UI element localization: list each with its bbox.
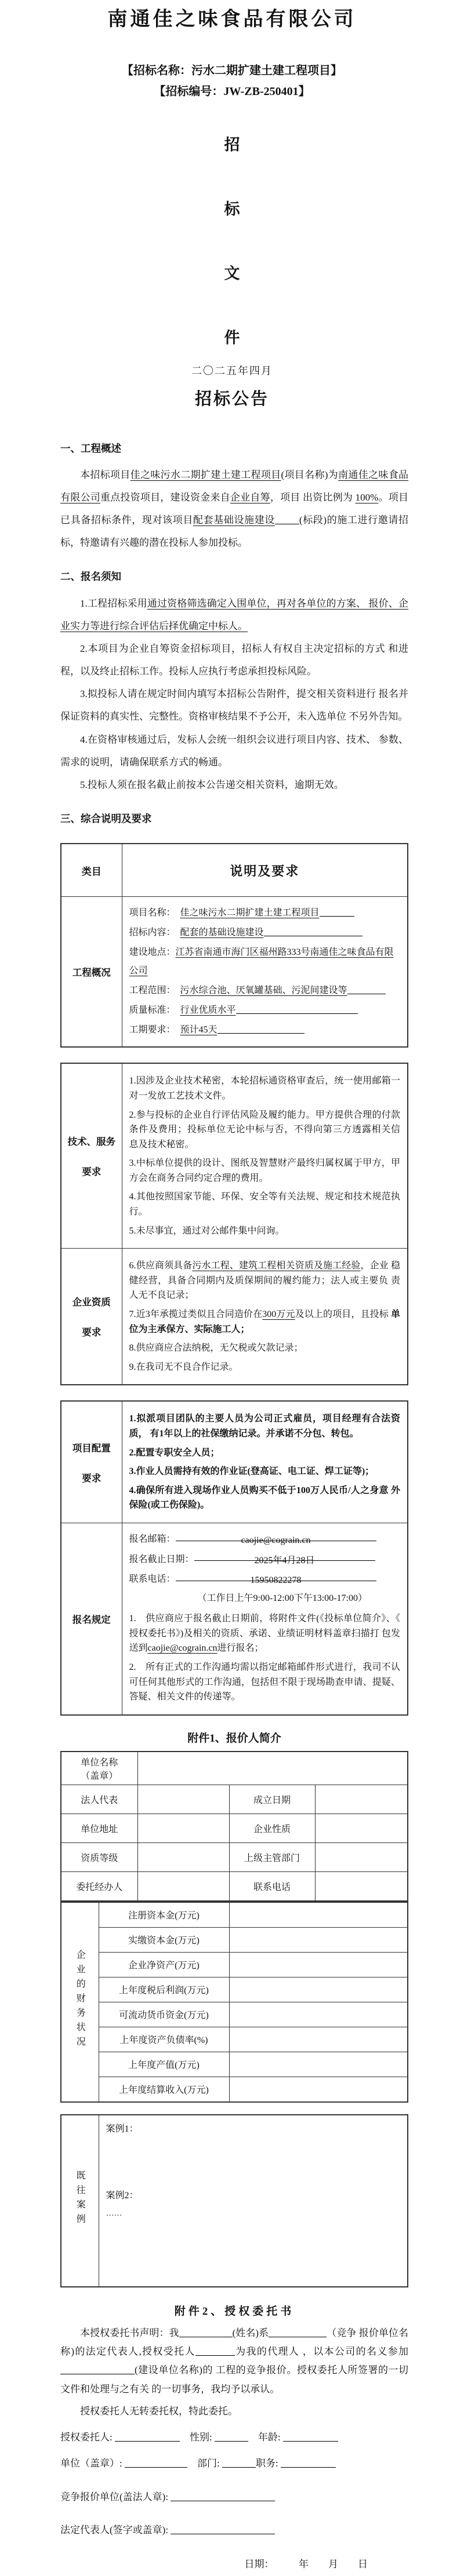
table-row — [61, 1842, 408, 1871]
qualification-grade-value — [137, 1842, 229, 1871]
table-row — [61, 1814, 408, 1842]
project-overview-label: 工程概况 — [61, 897, 122, 1048]
signup-note-item: 5.投标人须在报名截止前按本公告递交相关资料，逾期无效。 — [80, 779, 344, 790]
past-cases-label: 既往案例 — [61, 2115, 99, 2287]
annual-output-label: 上年度产值(万元) — [99, 2052, 229, 2077]
overview-paragraph: 本招标项目佳之味污水二期扩建土建工程项目(项目名称)为南通佳之味食品有限公司重点投资项目，建设资金来自企业自筹，项目 出资比例为 100%。项目已具备招标条件，现对该项目配套基础设施建设 (标段)的施工进行邀请招标，特邀请有兴趣的潜在投标人参加投标。 — [60, 469, 409, 549]
company-address-value — [137, 1814, 229, 1842]
past-cases-content — [99, 2115, 408, 2287]
tech-item: 1.因涉及企业技术秘密，本轮招标通资格审查后，统一使用邮箱一 对一发放工艺技术文件。 — [129, 1076, 400, 1101]
tech-item: 5.未尽事宜，通过对公邮件集中问询。 — [129, 1225, 285, 1236]
past-cases-table — [60, 2114, 408, 2287]
qual-item: 6.供应商须具备污水工程、建筑工程相关资质及施工经验，企业 稳健经营，具备合同期内及质保期间的履约能力；法人或主要负 责人无不良记录； — [129, 1261, 400, 1301]
signup-note-item: 1.工程招标采用通过资格筛选确定入围单位，再对各单位的方案、 报价、企业实力等进行综合评估后择优确定中标人。 — [60, 597, 409, 632]
case-more-ellipsis: …… — [106, 2209, 122, 2218]
table-row — [61, 1902, 408, 1928]
tech-item: 3.中标单位提供的设计、图纸及智慧财产最终归属权属于甲方，甲 方会在商务合同约定合理的费用。 — [129, 1158, 400, 1183]
tech-service-content — [122, 1063, 408, 1248]
table-header-row — [61, 844, 408, 897]
after-tax-profit-label: 上年度税后利润(万元) — [99, 1977, 229, 2002]
doc-title-char: 招 — [224, 136, 240, 154]
requirement-header-cell: 说明及要求 — [122, 844, 408, 897]
table-row — [61, 1401, 408, 1523]
table-row — [61, 2027, 408, 2052]
section-heading-overview: 一、工程概述 — [60, 442, 121, 454]
paidin-capital-value — [229, 1927, 408, 1952]
authorization-declaration: 本授权委托书声明：我 (姓名)系 （竞争 报价单位名称)的法定代表人,授权受托人 为我的代理人 ，以本公司的名义参加(建设单位名称)的 工程的竞争报价。授权委托人所签署的一切文件和处理与之有关 的一切事务，我均予以承认。 — [60, 2327, 409, 2395]
tech-item: 4.其他按照国家节能、环保、安全等有关法规、规定和技术规范执 行。 — [129, 1192, 400, 1217]
tech-item: 2.参与投标的企业自行评估风险及履约能力。甲方提供合理的付款 条件及费用；投标单位无论中标与否，不得向第三方透露相关信 息及技术秘密。 — [129, 1110, 400, 1150]
date-line: 日期： 年 月 日 — [244, 2559, 368, 2570]
entrusted-agent-label: 委托经办人 — [61, 1871, 137, 1901]
qualification-grade-label: 资质等级 — [61, 1842, 137, 1871]
legal-rep-value — [137, 1785, 229, 1814]
section-heading-requirements: 三、综合说明及要求 — [60, 812, 152, 824]
entrusted-agent-value — [137, 1871, 229, 1901]
requirements-table-tech-qual — [60, 1063, 408, 1385]
contact-phone-value — [315, 1871, 408, 1901]
field-contact-phone: 联系电话： 15950822278 — [129, 1570, 401, 1589]
net-assets-label: 企业净资产(万元) — [99, 1952, 229, 1977]
liquid-funds-value — [229, 2002, 408, 2027]
liquid-funds-label: 可流动货币资金(万元) — [99, 2002, 229, 2027]
superior-department-value — [315, 1842, 408, 1871]
table-row — [61, 897, 408, 1048]
table-row — [61, 1871, 408, 1901]
config-item: 4.确保所有进入现场作业人员购买不低于100万人民币/人之身意 外保险(或工伤保险)。 — [129, 1485, 400, 1510]
table-row — [61, 1249, 408, 1385]
table-row — [61, 2115, 408, 2287]
section-heading-signup-notes: 二、报名须知 — [60, 571, 121, 583]
table-row — [61, 1752, 408, 1785]
config-item: 1.拟派项目团队的主要人员为公司正式雇员，项目经理有合法资质， 有1年以上的社保缴纳记录。并承诺不分包、转包。 — [129, 1414, 400, 1439]
table-row — [61, 2002, 408, 2027]
settlement-income-value — [229, 2077, 408, 2102]
signup-note-item: 4.在资格审核通过后，发标人会统一组织会议进行项目内容、技术、 参数、需求的说明，请确保联系方式的畅通。 — [60, 734, 408, 768]
company-name-label: 单位名称 （盖章） — [61, 1752, 137, 1785]
tender-number-line: 【招标编号：JW-ZB-250401】 — [154, 85, 310, 98]
doc-title-char: 件 — [224, 329, 240, 346]
signup-rules-content — [122, 1523, 408, 1714]
qual-item: 7.近3年承揽过类似且合同造价在300万元及以上的项目，且投标 单位为主承保方、实际施工人； — [129, 1309, 400, 1334]
field-schedule-requirement: 工期要求： 预计45天 — [129, 1021, 401, 1039]
field-construction-site: 建设地点：江苏省南通市海门区福州路333号南通佳之味食品有限公司 — [129, 947, 394, 976]
qual-item: 8.供应商应合法纳税，无欠税或欠款记录； — [129, 1343, 303, 1353]
working-hours-note: （工作日上午9:00-12:00下午13:00-17:00） — [197, 1593, 367, 1603]
superior-department-label: 上级主管部门 — [229, 1842, 315, 1871]
table-row — [61, 1523, 408, 1714]
document-body — [60, 440, 408, 2571]
tech-service-label: 技术、服务 要求 — [61, 1063, 122, 1248]
founded-date-value — [315, 1785, 408, 1814]
attachment2-heading: 附件2、授权委托书 — [174, 2305, 295, 2318]
table-row — [61, 2077, 408, 2102]
contact-phone-label: 联系电话 — [229, 1871, 315, 1901]
financial-status-label: 企业的财务状况 — [61, 1902, 99, 2102]
table-row — [61, 1977, 408, 2002]
debt-ratio-label: 上年度资产负债率(%) — [99, 2027, 229, 2052]
debt-ratio-value — [229, 2027, 408, 2052]
qualification-content — [122, 1249, 408, 1385]
bidder-profile-table — [60, 1751, 408, 1902]
after-tax-profit-value — [229, 1977, 408, 2002]
company-name-value — [137, 1752, 408, 1785]
requirements-table-config-signup — [60, 1400, 408, 1715]
doc-title-char: 文 — [224, 264, 240, 282]
registered-capital-value — [229, 1902, 408, 1928]
enterprise-type-label: 企业性质 — [229, 1814, 315, 1842]
field-project-scope: 工程范围： 污水综合池、厌氧罐基础、污泥间建设等 — [129, 981, 401, 1000]
field-signup-email: 报名邮箱： caojie@cograin.cn — [129, 1530, 401, 1549]
case-1-label: 案例1： — [106, 2123, 139, 2134]
case-2-label: 案例2： — [106, 2190, 139, 2201]
doc-title-vertical — [0, 132, 464, 348]
enterprise-type-value — [315, 1814, 408, 1842]
config-item: 3.作业人员需持有效的作业证(登高证、电工证、焊工证等)； — [129, 1466, 375, 1477]
form-line-bidding-unit-seal: 竞争报价单位(盖法人章): — [60, 2488, 408, 2506]
signup-note-item: 2.本项目为企业自筹资金招标项目，招标人有权自主决定招标的方式 和进程，以及终止招标工作。投标人应执行考虑承担投标风险。 — [60, 643, 408, 677]
qualification-label: 企业资质 要求 — [61, 1249, 122, 1385]
attachment1-heading: 附件1、报价人简介 — [187, 1732, 281, 1745]
net-assets-value — [229, 1952, 408, 1977]
table-row — [61, 2052, 408, 2077]
paidin-capital-label: 实缴资本金(万元) — [99, 1927, 229, 1952]
company-title: 南通佳之味食品有限公司 — [107, 9, 357, 30]
requirements-table-overview — [60, 843, 408, 1048]
table-row — [61, 1927, 408, 1952]
table-row — [61, 1952, 408, 1977]
company-address-label: 单位地址 — [61, 1814, 137, 1842]
project-config-content — [122, 1401, 408, 1523]
doc-title-char: 标 — [224, 200, 240, 218]
legal-rep-label: 法人代表 — [61, 1785, 137, 1814]
founded-date-label: 成立日期 — [229, 1785, 315, 1814]
table-row — [61, 1063, 408, 1248]
signup-rule-item: 1. 供应商应于报名截止日期前，将附件文件(《投标单位简介》、《 授权委托书》)及相关的资质、承诺、业绩证明材料盖章扫描打 包发送到caojie@cograin.cn进行报名； — [129, 1614, 400, 1654]
annual-output-value — [229, 2052, 408, 2077]
settlement-income-label: 上年度结算收入(万元) — [99, 2077, 229, 2102]
financial-status-table — [60, 1902, 408, 2103]
authorization-no-subdelegation: 授权委托人无转委托权，特此委托。 — [80, 2405, 238, 2417]
tender-name-line: 【招标名称：污水二期扩建土建工程项目】 — [122, 64, 342, 77]
form-line-unit: 单位（盖章）: 部门: 职务: — [60, 2454, 408, 2473]
field-quality-standard: 质量标准： 行业优质水平 — [129, 1001, 401, 1020]
config-item: 2.配置专职安全人员； — [129, 1447, 220, 1458]
form-line-legal-rep-sign: 法定代表人(签字或盖章): — [60, 2521, 408, 2539]
field-signup-deadline: 报名截止日期： 2025年4月28日 — [129, 1550, 401, 1570]
project-config-label: 项目配置 要求 — [61, 1401, 122, 1523]
field-tender-content: 招标内容： 配套的基础设施建设 — [129, 924, 401, 942]
qual-item: 9.在我司无不良合作记录。 — [129, 1362, 238, 1372]
announcement-title: 招标公告 — [194, 389, 269, 408]
table-row — [61, 1785, 408, 1814]
field-project-name: 项目名称： 佳之味污水二期扩建土建工程项目 — [129, 904, 401, 922]
signup-rules-label: 报名规定 — [61, 1523, 122, 1714]
publish-date: 二〇二五年四月 — [191, 364, 273, 377]
signup-note-item: 3.拟投标人请在规定时间内填写本招标公告附件，提交相关资料进行 报名并保证资料的真实性、完整性。资格审核结果不予公开，未入选单位 不另外告知。 — [60, 688, 408, 723]
form-line-agent: 授权委托人: 性别: 年龄: — [60, 2428, 408, 2447]
signup-rule-item: 2. 所有正式的工作沟通均需以指定邮箱邮件形式进行，我司不认 可任何其他形式的工作沟通，包括但不限于现场勘查申请、提疑、 答疑、相关文件的传递等。 — [129, 1662, 400, 1702]
project-overview-content — [122, 897, 408, 1048]
registered-capital-label: 注册资本金(万元) — [99, 1902, 229, 1928]
category-header-cell: 类目 — [61, 844, 122, 897]
